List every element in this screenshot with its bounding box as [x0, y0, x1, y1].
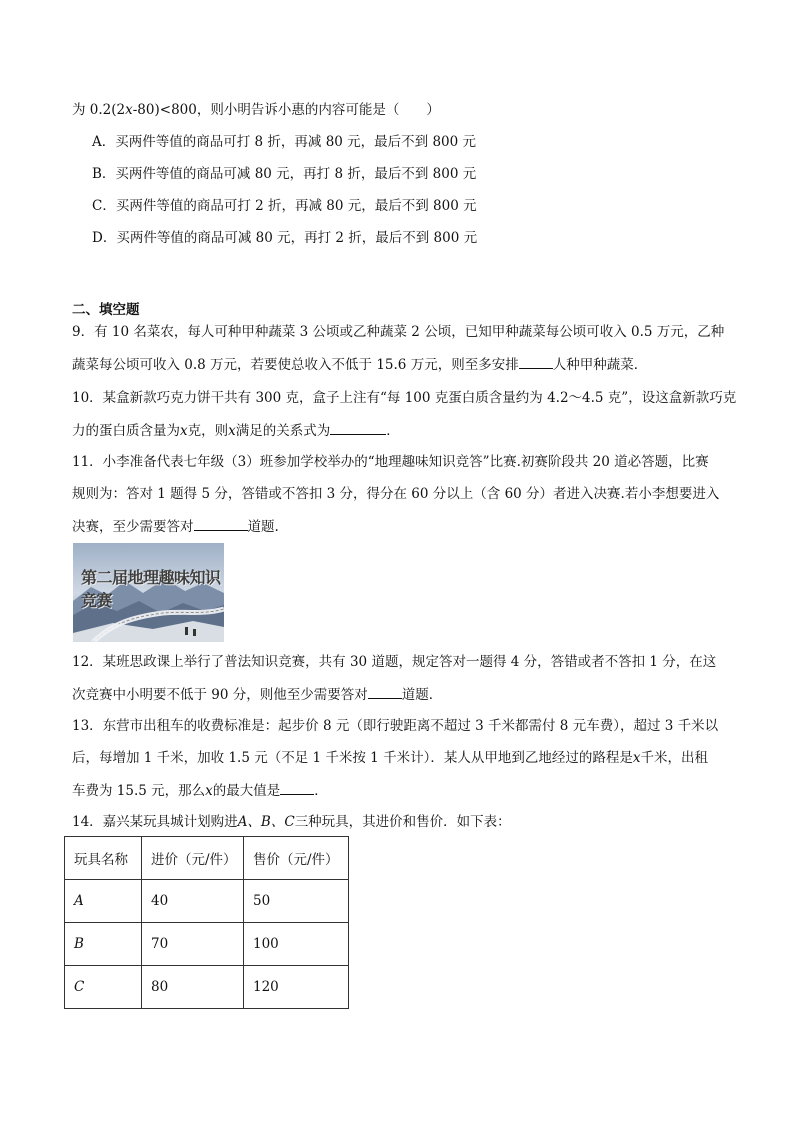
q9-text-a: 蔬菜每公顷可收入 0.8 万元，若要使总收入不低于 15.6 万元，则至多安排 — [72, 357, 519, 373]
q10-line1: 10．某盒新款巧克力饼干共有 300 克，盒子上注有“每 100 克蛋白质含量约为 4.2～4.5 克”，设这盒新款巧克 — [72, 390, 737, 406]
q13-text-b: 千米，出租 — [640, 750, 708, 766]
q11-text-b: 道题. — [247, 519, 279, 535]
q13-text-b2: 的最大值是 — [212, 783, 281, 799]
table-header-cell: 玩具名称 — [65, 837, 142, 880]
q8-option-b[interactable]: B．买两件等值的商品可减 80 元，再打 8 折，最后不到 800 元 — [92, 166, 477, 182]
q13-line2 — [72, 748, 708, 768]
q10-line2 — [72, 420, 400, 441]
q11-line2: 规则为：答对 1 题得 5 分，答错或不答扣 3 分，得分在 60 分以上（含 60 分）者进入决赛.若小李想要进入 — [72, 486, 720, 502]
competition-banner-image — [73, 543, 224, 642]
q12-text-b: 道题． — [401, 687, 443, 703]
q13-line3 — [72, 780, 328, 801]
q14-vars: A、B、C — [237, 814, 295, 830]
q14-stem — [72, 812, 511, 832]
q13-text-a2: 车费为 15.5 元，那么 — [72, 783, 206, 799]
q11-answer-blank[interactable] — [194, 516, 248, 531]
q8-option-a[interactable]: A．买两件等值的商品可打 8 折，再减 80 元，最后不到 800 元 — [92, 134, 477, 150]
q9-text-b: 人种甲种蔬菜． — [552, 357, 648, 373]
q13-var-x2: x — [205, 783, 213, 799]
q14-text-a: 14．嘉兴某玩具城计划购进 — [72, 814, 238, 830]
table-cell: C — [65, 966, 142, 1009]
q10-text-a: 力的蛋白质含量为 — [72, 423, 180, 439]
q13-line1: 13．东营市出租车的收费标准是：起步价 8 元（即行驶距离不超过 3 千米都需付 8 元车费），超过 3 千米以 — [72, 718, 719, 734]
q10-var-x: x — [180, 423, 188, 439]
q10-text-d: ． — [386, 423, 400, 439]
q12-line2 — [72, 684, 442, 705]
q13-answer-blank[interactable] — [280, 780, 314, 795]
q13-var-x: x — [632, 750, 641, 766]
q12-text-a: 次竞赛中小明要不低于 90 分，则他至少需要答对 — [72, 687, 368, 703]
q14-text-b: 三种玩具，其进价和售价．如下表： — [294, 814, 511, 830]
q10-text-c: 满足的关系式为 — [235, 423, 331, 439]
table-cell: 120 — [244, 966, 349, 1009]
table-cell: 70 — [142, 923, 244, 966]
q8-option-d[interactable]: D．买两件等值的商品可减 80 元，再打 2 折，最后不到 800 元 — [92, 230, 478, 246]
q10-text-b: 克，则 — [187, 423, 229, 439]
q11-line3 — [72, 516, 279, 537]
q9-answer-blank[interactable] — [519, 354, 553, 369]
q9-line2 — [72, 354, 647, 375]
table-cell: A — [65, 880, 142, 923]
q10-answer-blank[interactable] — [330, 420, 386, 435]
q12-answer-blank[interactable] — [368, 684, 402, 699]
q11-line1: 11．小李准备代表七年级（3）班参加学校举办的“地理趣味知识竞答”比赛.初赛阶段共 20 道必答题，比赛 — [72, 454, 709, 470]
section-title: 二、填空题 — [72, 302, 140, 318]
q10-var-x2: x — [228, 423, 236, 439]
q13-text-c: ． — [314, 783, 328, 799]
q12-line1: 12．某班思政课上举行了普法知识竞赛，共有 30 道题，规定答对一题得 4 分，答错或者不答扣 1 分，在这 — [72, 654, 717, 670]
q8-stem — [72, 100, 440, 120]
table-row — [65, 923, 349, 966]
toy-price-table — [64, 836, 349, 1009]
table-header-cell: 售价（元/件） — [244, 837, 349, 880]
q8-stem-suffix: -80)<800，则小明告诉小惠的内容可能是（ ） — [132, 102, 440, 118]
q8-stem-prefix: 为 0.2(2 — [72, 102, 126, 118]
table-row — [65, 880, 349, 923]
table-header-cell: 进价（元/件） — [142, 837, 244, 880]
q8-stem-var: x — [125, 102, 133, 118]
table-row — [65, 966, 349, 1009]
table-cell: 100 — [244, 923, 349, 966]
q9-line1: 9．有 10 名菜农，每人可种甲种蔬菜 3 公顷或乙种蔬菜 2 公顷，已知甲种蔬菜每公顷可收入 0.5 万元，乙种 — [72, 324, 725, 340]
q11-text-a: 决赛，至少需要答对 — [72, 519, 194, 535]
q13-text-a: 后，每增加 1 千米，加收 1.5 元（不足 1 千米按 1 千米计）．某人从甲地到乙地经过的路程是 — [72, 750, 633, 766]
table-header-row — [65, 837, 349, 880]
table-cell: 80 — [142, 966, 244, 1009]
table-cell: 40 — [142, 880, 244, 923]
q8-option-c[interactable]: C．买两件等值的商品可打 2 折，再减 80 元，最后不到 800 元 — [92, 198, 477, 214]
table-cell: 50 — [244, 880, 349, 923]
table-cell: B — [65, 923, 142, 966]
banner-title: 第二届地理趣味知识竞赛 — [81, 568, 221, 610]
